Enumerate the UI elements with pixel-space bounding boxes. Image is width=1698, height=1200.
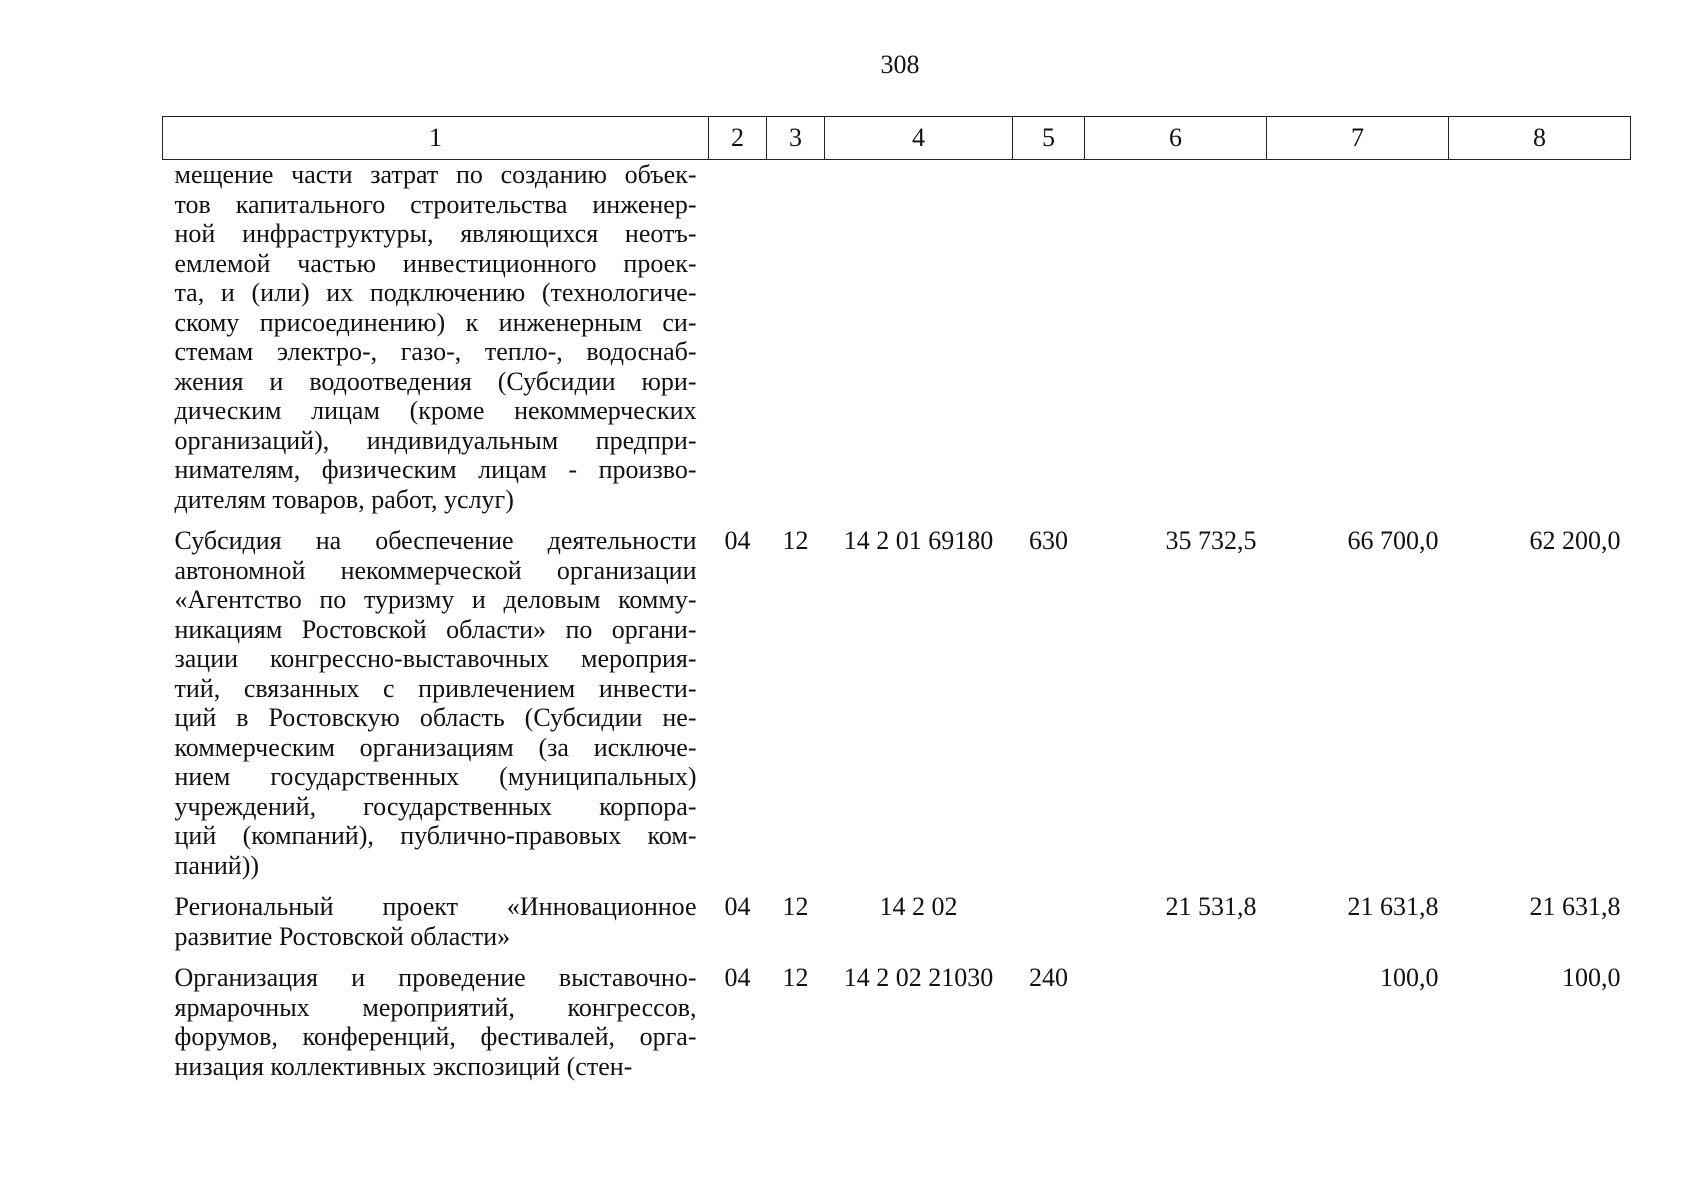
description-line: Региональный проект «Инновационное [174,892,697,921]
description-line: нимателям, физическим лицам - произво- [174,455,697,484]
description-line: паний)) [174,850,260,880]
target-article-code [825,160,1013,527]
row-description [163,526,709,892]
description-line: ярмарочных мероприятий, конгрессов, [174,992,697,1022]
header-col-6: 6 [1085,117,1267,160]
header-col-7: 7 [1267,117,1449,160]
expense-type-code: 240 [1029,963,1068,992]
section-code [709,160,767,527]
subsection-code [767,160,825,527]
table-row [163,892,1631,963]
table-row [163,526,1631,892]
subsection-code: 12 [782,526,809,555]
header-col-2: 2 [709,117,767,160]
section-code: 04 [724,963,751,992]
target-article-code: 14 2 01 69180 [843,526,994,555]
table-row [163,963,1631,1093]
description-line: та, и (или) их подключению (технологиче- [174,278,697,307]
header-row [163,117,1631,160]
description-line: низация коллективных экспозиций (стен- [174,1051,633,1081]
table-header [163,117,1631,160]
description-line: нием государственных (муниципальных) [174,762,697,791]
description-line: коммерческим организациям (за исключе- [174,732,697,762]
description-line: тий, связанных с привлечением инвести- [174,673,697,703]
description-line: учреждений, государственных корпора- [174,791,697,821]
description-line: дителям товаров, работ, услуг) [174,484,514,514]
header-col-8: 8 [1449,117,1631,160]
table-body [163,160,1631,1094]
amount-col-6: 35 732,5 [1165,526,1257,555]
header-col-5: 5 [1013,117,1085,160]
amount-col-8: 62 200,0 [1529,526,1621,555]
amount-col-7: 21 631,8 [1347,892,1439,921]
amount-col-7 [1267,160,1449,527]
description-line: ций (компаний), публично-правовых ком- [174,821,697,850]
description-line: тов капитального строительства инженер- [174,189,697,219]
subsection-code: 12 [782,963,809,992]
description-line: дическим лицам (кроме некоммерческих [174,396,697,425]
expense-type-code: 630 [1029,526,1068,555]
description-line: «Агентство по туризму и деловым комму- [174,585,697,614]
amount-col-8: 100,0 [1562,963,1621,992]
header-col-4: 4 [825,117,1013,160]
target-article-code: 14 2 02 21030 [843,963,994,992]
description-line: Организация и проведение выставочно- [174,963,697,992]
page-number: 308 [880,50,920,79]
description-line: никациям Ростовской области» по органи- [174,614,697,644]
description-line: ций в Ростовскую область (Субсидии не- [174,703,697,732]
row-description [163,963,709,1093]
amount-col-6 [1085,160,1267,527]
expense-type-code [1013,160,1085,527]
row-description [163,160,709,527]
row-description [163,892,709,963]
budget-table [162,116,1631,1093]
description-line: мещение части затрат по созданию объек- [174,160,697,189]
description-line: емлемой частью инвестиционного проек- [174,248,697,278]
amount-col-6: 21 531,8 [1165,892,1257,921]
target-article-code: 14 2 02 [879,892,958,921]
description-line: ной инфраструктуры, являющихся неотъ- [174,219,697,248]
description-line: развитие Ростовской области» [174,921,511,951]
description-line: зации конгрессно-выставочных мероприя- [174,644,697,673]
section-code: 04 [724,526,751,555]
description-line: организаций), индивидуальным предпри- [174,425,697,455]
description-line: жения и водоотведения (Субсидии юри- [174,366,697,396]
description-line: автономной некоммерческой организации [174,555,697,585]
amount-col-8 [1449,160,1631,527]
description-line: Субсидия на обеспечение деятельности [174,526,697,555]
expense-type-code [1013,892,1085,963]
description-line: скому присоединению) к инженерным си- [174,307,697,337]
subsection-code: 12 [782,892,809,921]
section-code: 04 [724,892,751,921]
header-col-1: 1 [163,117,709,160]
amount-col-7: 66 700,0 [1347,526,1439,555]
amount-col-8: 21 631,8 [1529,892,1621,921]
amount-col-6 [1085,963,1267,1093]
description-line: стемам электро-, газо-, тепло-, водоснаб- [174,337,697,366]
amount-col-7: 100,0 [1380,963,1439,992]
description-line: форумов, конференций, фестивалей, орга- [174,1022,697,1051]
table-row [163,160,1631,527]
header-col-3: 3 [767,117,825,160]
